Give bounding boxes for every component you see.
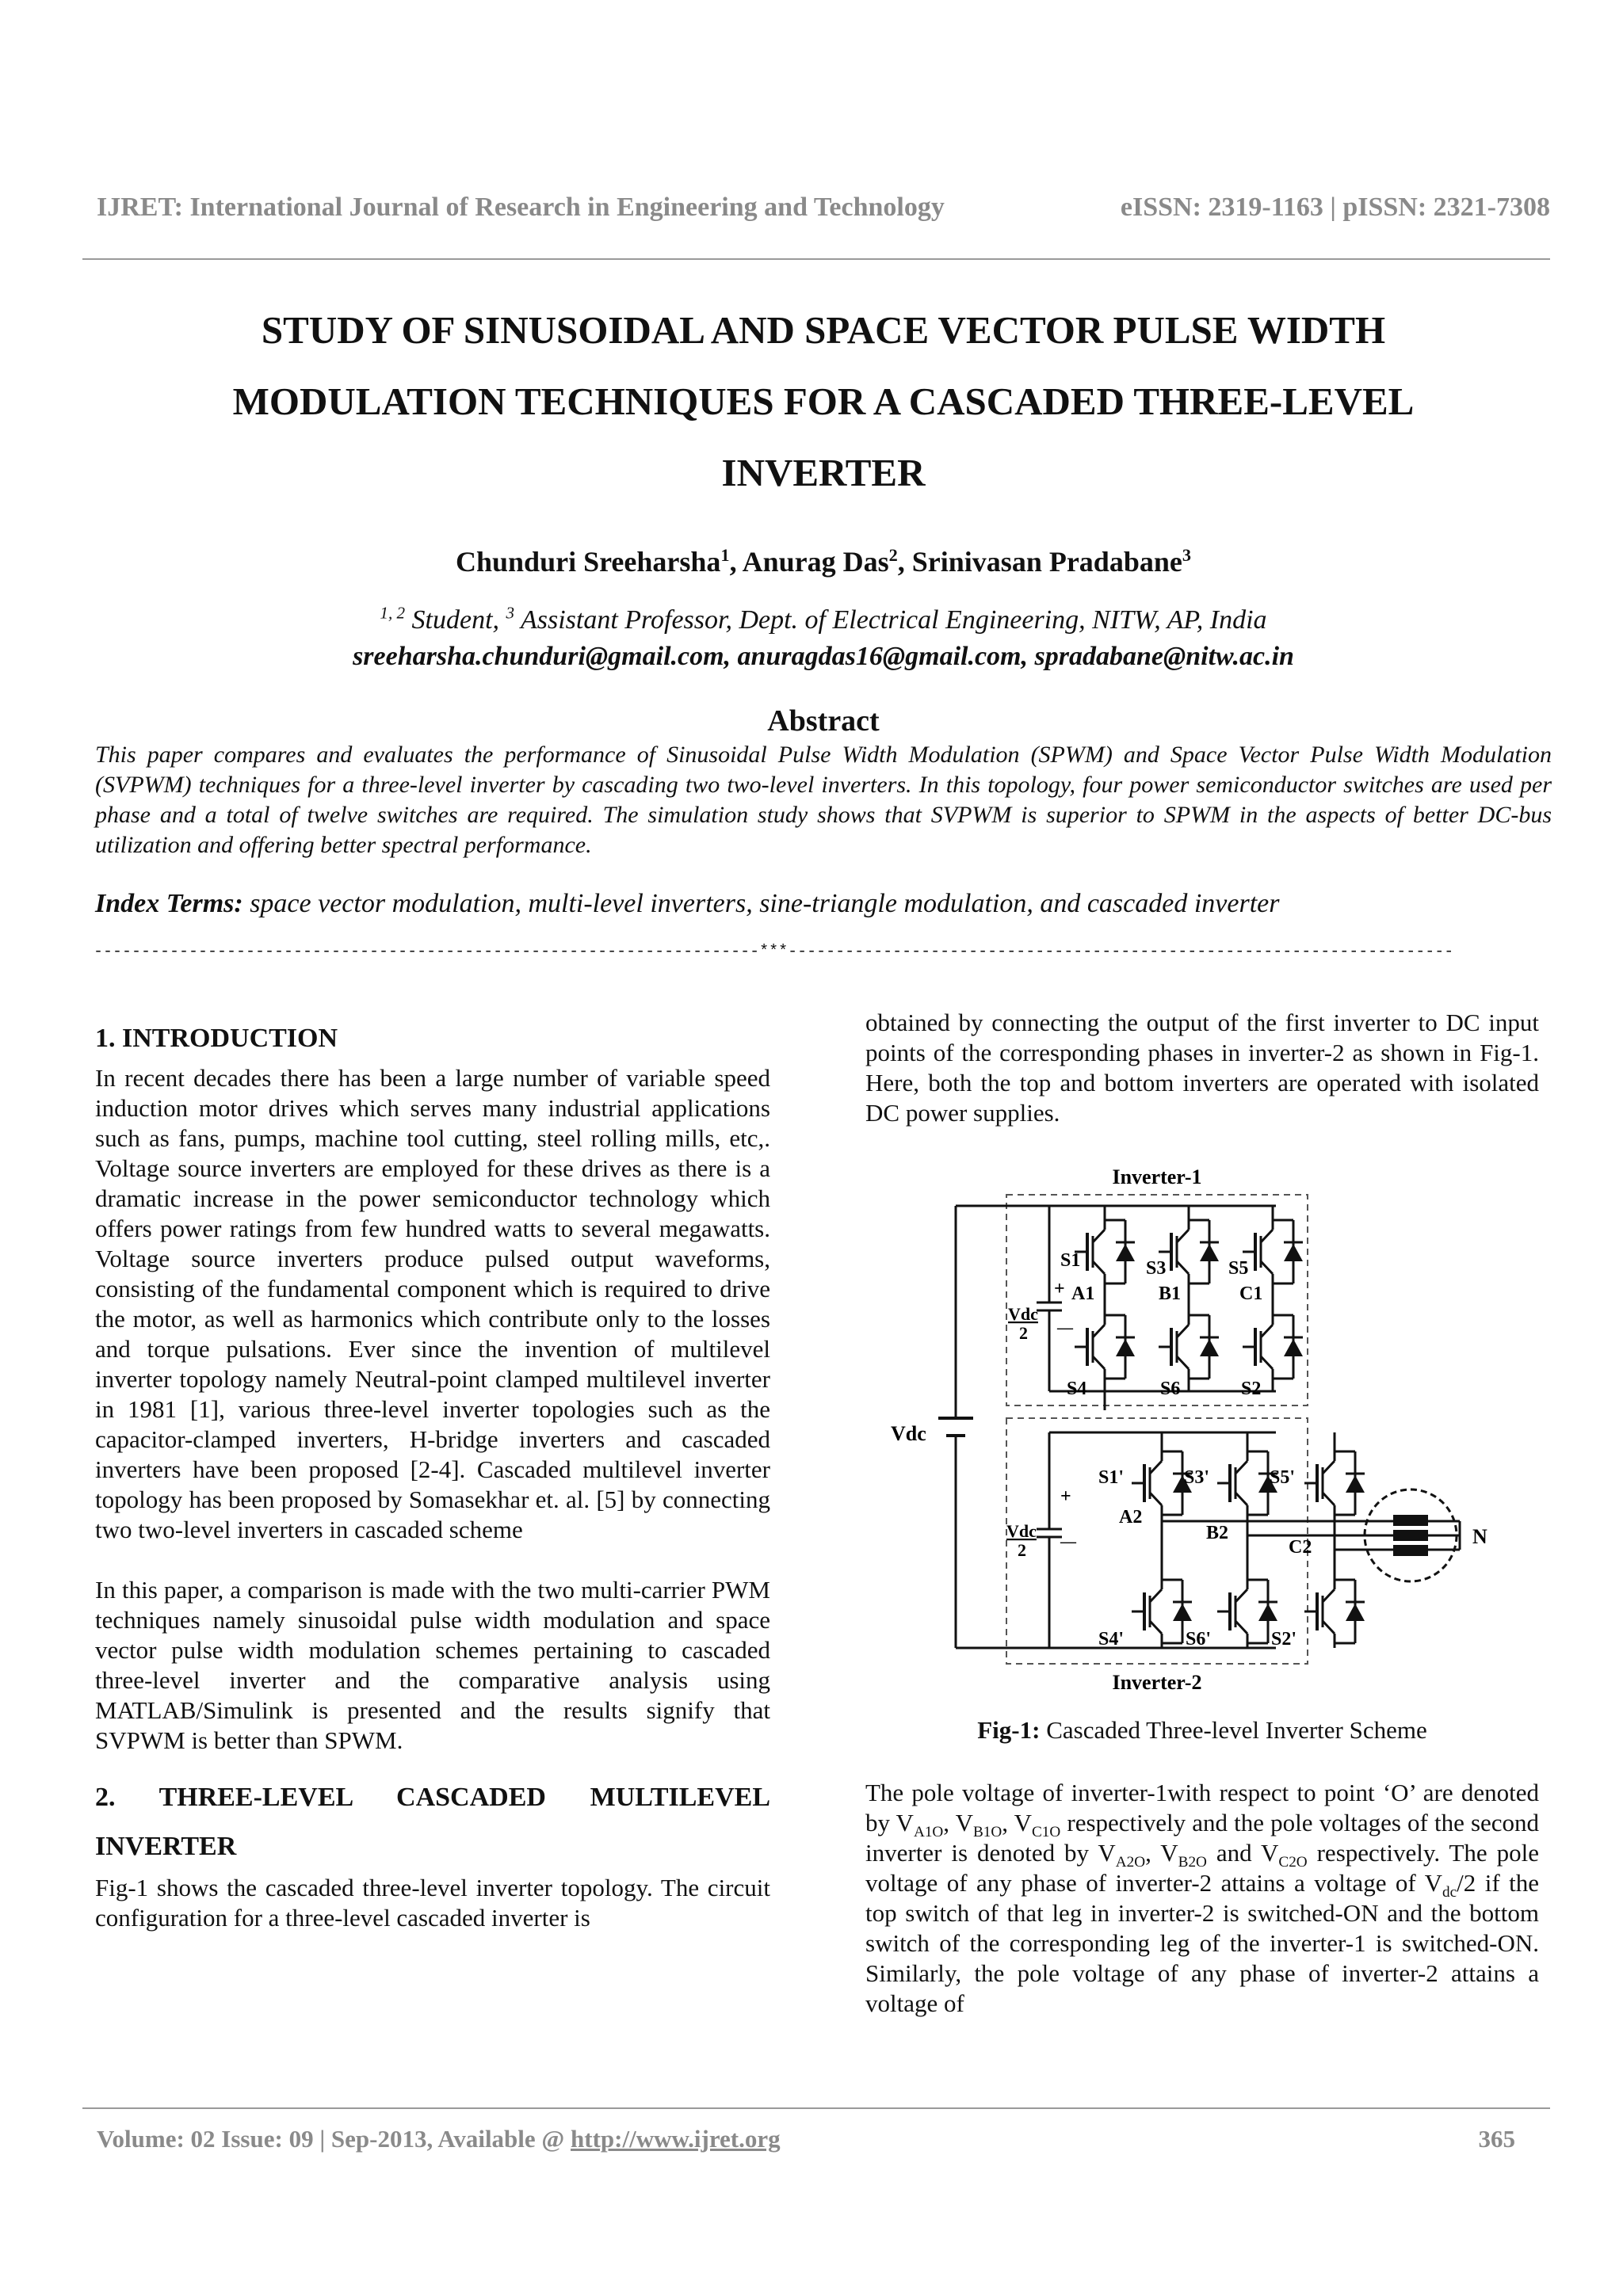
switch-s3-prime: S3' (1184, 1467, 1210, 1488)
right-paragraph-2: The pole voltage of inverter-1with respect to point ‘O’ are denoted by $V_{A1O}$, $V_{B1O}$, $V_{C1O}$ respectively and the pole voltages of the second inverter is denoted by $V_{A2O}$, $V_{B2O}$ and $V_{C2O}$ respectively. The pole voltage of any phase of inverter-2 attains a voltage of $V_{dc}/2$ if the top switch of that leg in inverter-2 is switched-ON and the bottom switch of the corresponding leg of the inverter-1 is switched-ON. Similarly, the pole voltage of any phase of inverter-2 attains a voltage of (865, 1779, 1540, 2017)
footer-volume: Volume: 02 Issue: 09 | Sep-2013, Available @ http://www.ijret.org (97, 2125, 781, 2153)
switch-s4-prime: S4' (1098, 1629, 1125, 1650)
title-line-3: INVERTER (721, 451, 926, 494)
author-list: Chunduri Sreeharsha$^1$, Anurag Das$^2$, Srinivasan Pradabane$^3$ (455, 545, 1192, 578)
intro-paragraph-1: In recent decades there has been a large number of variable speed induction motor drives which serves many industrial applications such as fans, pumps, machine tool cutting, steel rolling mills, etc,. Voltage source inverters are employed for these drives as there is a dramatic increase in the power semiconductor technology which offers power ratings from few hundred watts to several megawatts. Voltage source inverters produce pulsed output waveforms, consisting of the fundamental component which is required to drive the motor, as well as harmonics which contribute only to the losses and torque pulsations. Ever since the invention of multilevel inverter topology namely Neutral-point clamped multilevel inverter in 1981 [1], various three-level inverter topologies such as the capacitor-clamped inverters, H-bridge inverters and cascaded inverters have been proposed [2-4]. Cascaded multilevel inverter topology has been proposed by Somasekhar et. al. [5] by connecting two two-level inverters in cascaded scheme (95, 1064, 770, 1543)
cap1-minus: — (1057, 1319, 1073, 1337)
header-rule (82, 258, 1550, 260)
abstract-text: This paper compares and evaluates the performance of Sinusoidal Pulse Width Modulation (SPWM) and Space Vector Pulse Width Modulation (SVPWM) techniques for a three-level inverter by cascading two two-level inverters. In this topology, four power semiconductor switches are used per phase and a total of twelve switches are required. The simulation study shows that SVPWM is superior to SPWM in the aspects of better DC-bus utilization and offering better spectral performance. (95, 742, 1552, 858)
switch-s5-prime: S5' (1270, 1467, 1296, 1488)
section-separator: ----------------------------------------------------------------------***---------------------------------------------------------------------- (94, 943, 1454, 961)
index-terms-text: space vector modulation, multi-level inverters, sine-triangle modulation, and cascaded inverter (242, 889, 1280, 918)
footer-rule (82, 2107, 1550, 2109)
title-line-2: MODULATION TECHNIQUES FOR A CASCADED THREE-LEVEL (232, 379, 1415, 423)
node-a1: A1 (1071, 1283, 1095, 1304)
index-terms-label: Index Terms: (95, 889, 243, 918)
title-line-1: STUDY OF SINUSOIDAL AND SPACE VECTOR PULSE WIDTH (261, 308, 1386, 352)
switch-s5: S5 (1228, 1258, 1249, 1279)
section-2-paragraph: Fig-1 shows the cascaded three-level inverter topology. The circuit configuration for a three-level cascaded inverter is (95, 1874, 770, 1932)
affiliation (95, 602, 1552, 675)
cap1-plus: + (1054, 1279, 1065, 1299)
index-terms (95, 889, 1552, 919)
author-2-mark: 2 (888, 545, 898, 565)
intro-heading: 1. INTRODUCTION (95, 1024, 338, 1053)
cap2-vdc-num: Vdc (1006, 1521, 1037, 1541)
section-2-heading: 2. THREE-LEVEL CASCADED MULTILEVEL INVERTER (95, 1783, 770, 1861)
issn: eISSN: 2319-1163 | pISSN: 2321-7308 (1120, 193, 1550, 222)
cap1-vdc-den: 2 (1019, 1323, 1028, 1343)
page-number: 365 (1478, 2125, 1515, 2153)
switch-s6: S6 (1160, 1379, 1181, 1399)
figure-caption-label: Fig-1: (977, 1716, 1041, 1744)
figure-caption-text: Cascaded Three-level Inverter Scheme (1040, 1716, 1427, 1744)
affil-student: Student, (405, 605, 506, 635)
node-a2: A2 (1119, 1507, 1143, 1527)
author-3: Srinivasan Pradabane (911, 546, 1182, 578)
journal-name: IJRET: International Journal of Research in Engineering and Technology (97, 193, 945, 222)
right-paragraph-1: obtained by connecting the output of the first inverter to DC input points of the corresponding phases in inverter-2 as shown in Fig-1. Here, both the top and bottom inverters are operated with isolated DC power supplies. (865, 1009, 1539, 1127)
author-1-mark: 1 (720, 545, 730, 565)
affil-mark-12: 1, 2 (380, 603, 406, 623)
cap2-vdc-den: 2 (1018, 1540, 1026, 1560)
node-c2: C2 (1289, 1537, 1312, 1558)
author-emails: sreeharsha.chunduri@gmail.com, anuragdas16@gmail.com, spradabane@nitw.ac.in (353, 642, 1294, 671)
node-b2: B2 (1206, 1523, 1229, 1543)
intro-paragraph-2: In this paper, a comparison is made with the two multi-carrier PWM techniques namely sinusoidal pulse width modulation and space vector pulse width modulation schemes pertaining to cascaded three-level inverter and the comparative analysis using MATLAB/Simulink is presented and the results signify that SVPWM is better than SPWM. (95, 1576, 770, 1754)
abstract-heading: Abstract (767, 704, 880, 738)
vdc-label: Vdc (891, 1422, 926, 1445)
cap1-vdc-num: Vdc (1008, 1304, 1038, 1324)
author-3-mark: 3 (1182, 545, 1192, 565)
cap2-plus: + (1060, 1486, 1071, 1507)
footer-url-link[interactable]: http://www.ijret.org (571, 2125, 781, 2153)
switch-s3: S3 (1146, 1258, 1167, 1279)
left-column (95, 1024, 770, 1933)
switch-s2: S2 (1241, 1379, 1262, 1399)
node-b1: B1 (1159, 1283, 1182, 1304)
switch-s6-prime: S6' (1186, 1629, 1212, 1650)
paper-title (95, 295, 1552, 509)
switch-s1: S1 (1060, 1250, 1081, 1271)
switch-s2-prime: S2' (1271, 1629, 1297, 1650)
cap2-minus: — (1060, 1533, 1076, 1550)
switch-s4: S4 (1067, 1379, 1087, 1399)
right-column-top (865, 1008, 1539, 1128)
inverter-2-label: Inverter-2 (1112, 1671, 1202, 1694)
inverter-1-label: Inverter-1 (1112, 1165, 1202, 1188)
affil-mark-3: 3 (506, 603, 515, 623)
affil-dept: Assistant Professor, Dept. of Electrical Engineering, NITW, AP, India (514, 605, 1267, 635)
author-1: Chunduri Sreeharsha (455, 546, 721, 578)
switch-s1-prime: S1' (1098, 1467, 1125, 1488)
author-2: Anurag Das (742, 546, 889, 578)
figure-caption (865, 1716, 1539, 1745)
neutral-label: N (1472, 1525, 1487, 1548)
cascaded-inverter-figure (864, 1157, 1545, 1695)
right-column-bottom (865, 1778, 1539, 2019)
node-c1: C1 (1239, 1283, 1263, 1304)
